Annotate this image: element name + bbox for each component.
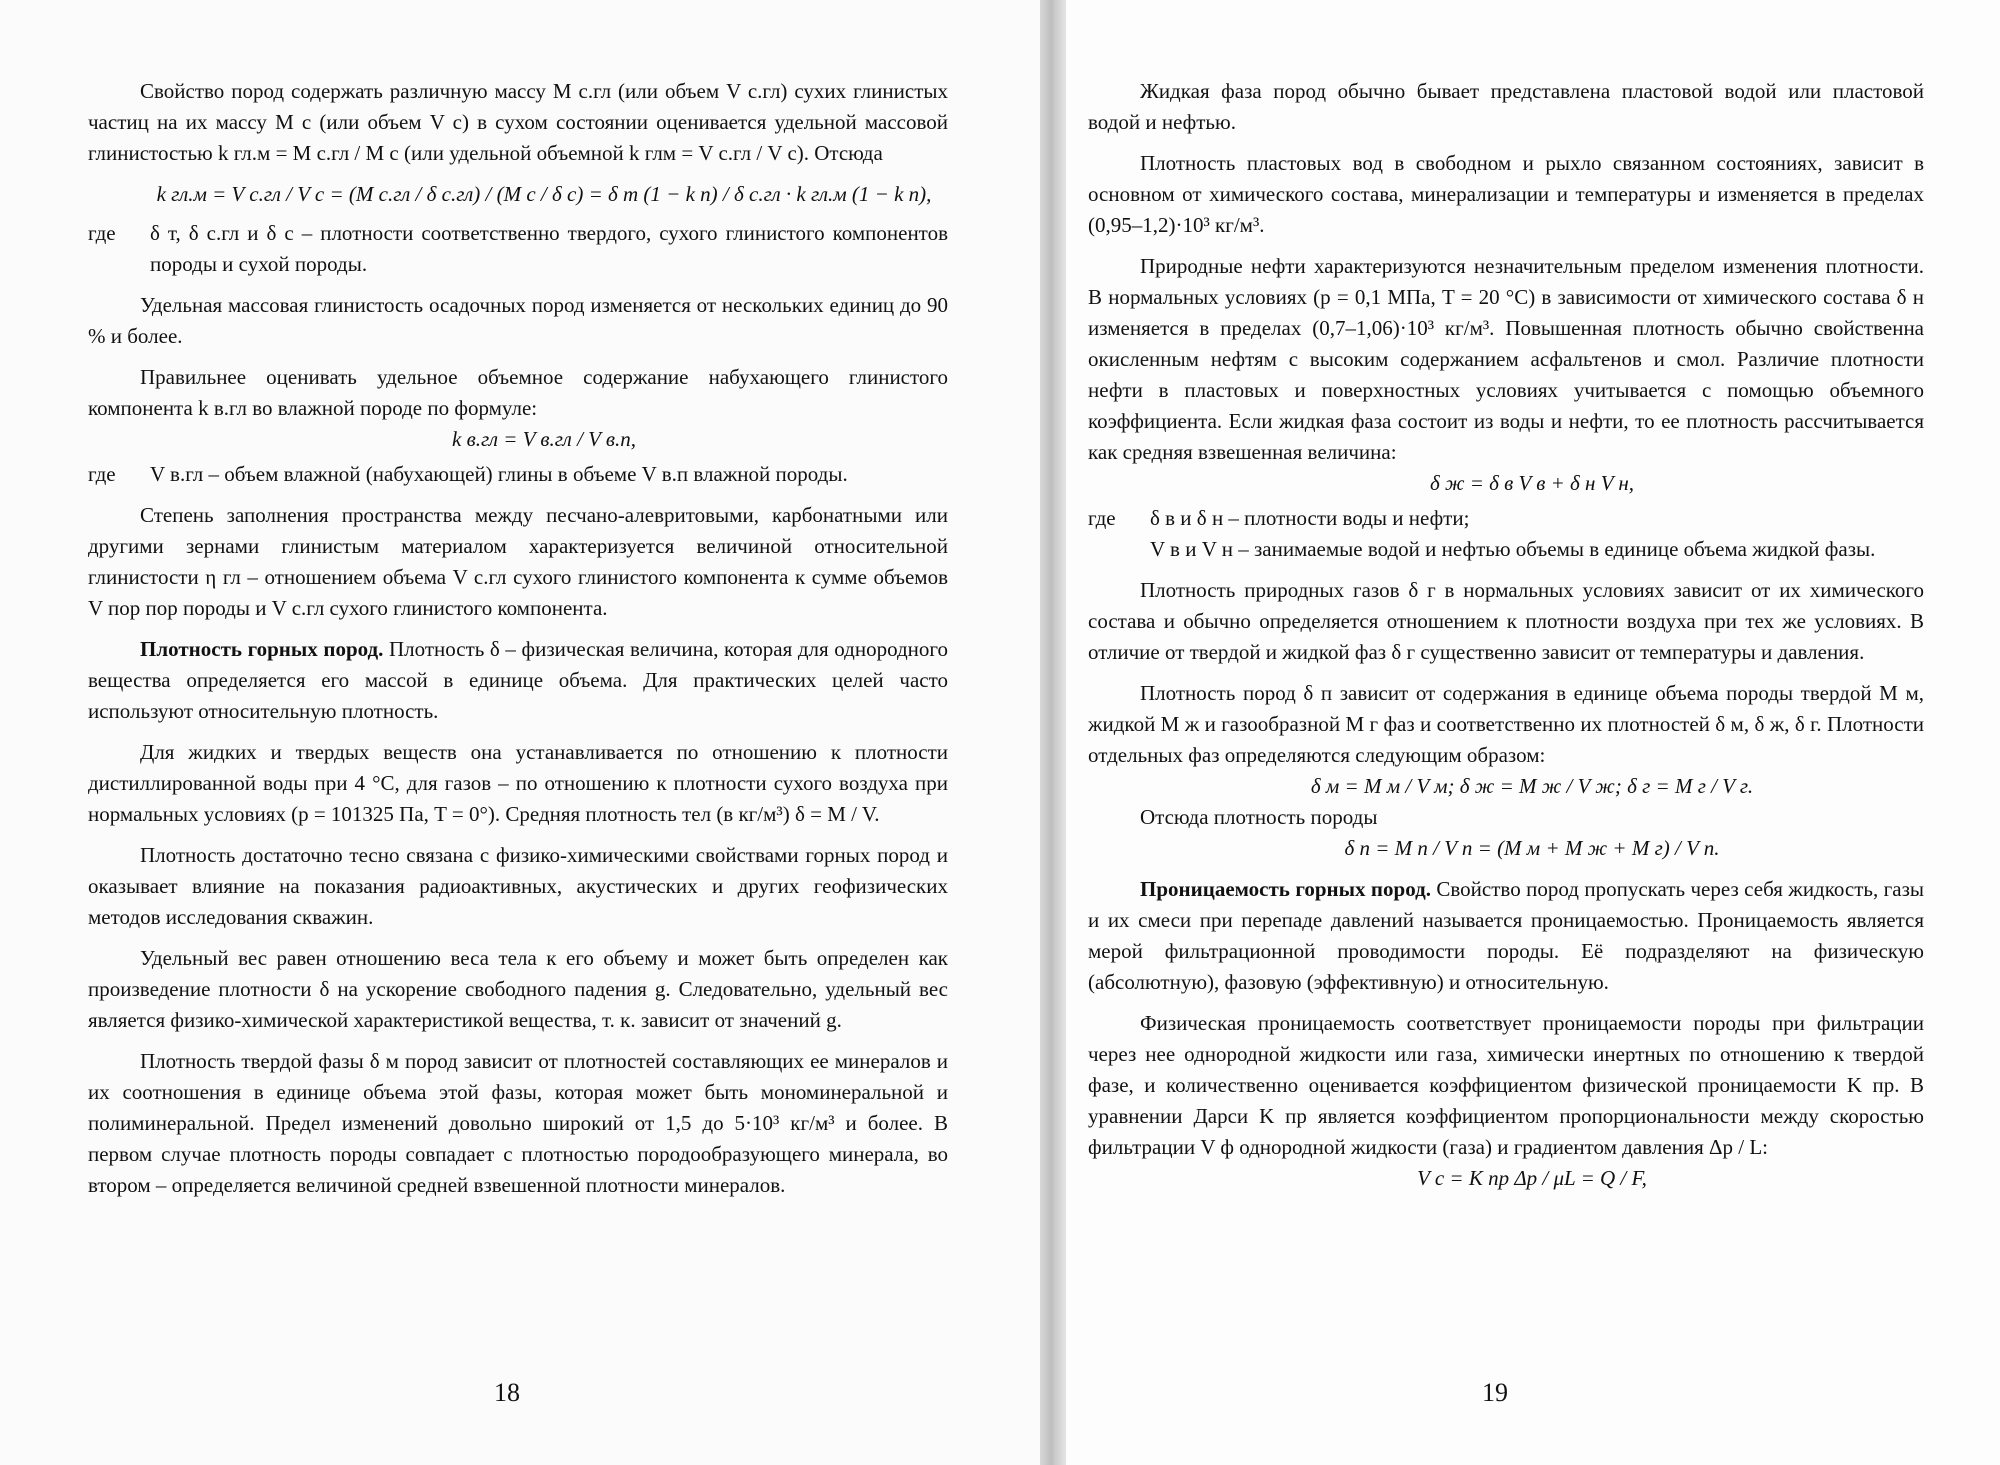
paragraph: Отсюда плотность породы: [1140, 805, 1378, 829]
where-label: где: [88, 221, 116, 245]
paragraph: Плотность природных газов δ г в нормальных условиях зависит от их химического состава и обычно определяется отношением к плотности воздуха при тех же условиях. В отличие от твердой и жидкой фаз δ г существенно зависит от температуры и давления.: [1088, 578, 1924, 664]
paragraph: Удельная массовая глинистость осадочных пород изменяется от нескольких единиц до 90 % и более.: [88, 293, 948, 348]
formula: k в.гл = V в.гл / V в.п,: [452, 427, 636, 451]
paragraph: Для жидких и твердых веществ она устанавливается по отношению к плотности дистиллированной воды при 4 °С, для газов – по отношению к плотности сухого воздуха при нормальных условиях (p = 101325 Па, T = 0°). Средняя плотность тел (в кг/м³) δ = M / V.: [88, 740, 948, 826]
section-heading: Проницаемость горных пород.: [1140, 877, 1431, 901]
formula: δ п = M п / V п = (M м + M ж + M г) / V п.: [1344, 836, 1720, 860]
where-text: δ т, δ с.гл и δ с – плотности соответственно твердого, сухого глинистого компонентов породы и сухой породы.: [150, 221, 948, 276]
book-gutter: [1040, 0, 1066, 1465]
paragraph: Физическая проницаемость соответствует проницаемости породы при фильтрации через нее однородной жидкости или газа, химически инертных по отношению к твердой фазе, и количественно оценивается коэффициентом физической проницаемости K пр. В уравнении Дарси K пр является коэффициентом пропорциональности между скоростью фильтрации V ф однородной жидкости (газа) и градиентом давления Δp / L:: [1088, 1011, 1924, 1159]
where-clause: [88, 459, 948, 490]
paragraph-text: Свойство пород пропускать через себя жидкость, газы и их смеси при перепаде давлений называется проницаемостью. Проницаемость является мерой фильтрационной проводимости породы. Её подразделяют на физическую (абсолютную), фазовую (эффективную) и относительную.: [1088, 877, 1924, 994]
where-line: δ в и δ н – плотности воды и нефти;: [1150, 506, 1470, 530]
section-heading: Плотность горных пород.: [140, 637, 384, 661]
page-number: 19: [1482, 1378, 1508, 1407]
paragraph: Плотность пластовых вод в свободном и рыхло связанном состояниях, зависит в основном от химического состава, минерализации и температуры и изменяется в пределах (0,95–1,2)·10³ кг/м³.: [1088, 151, 1924, 237]
where-label: где: [88, 462, 116, 486]
right-page: [1066, 0, 2000, 1465]
paragraph: Плотность пород δ п зависит от содержания в единице объема породы твердой M м, жидкой M ж и газообразной M г фаз и соответственно их плотностей δ м, δ ж, δ г. Плотности отдельных фаз определяются следующим образом:: [1088, 681, 1924, 767]
paragraph: Природные нефти характеризуются незначительным пределом изменения плотности. В нормальных условиях (p = 0,1 МПа, T = 20 °С) в зависимости от химического состава δ н изменяется в пределах (0,7–1,06)·10³ кг/м³. Повышенная плотность обычно свойственна окисленным нефтям с высоким содержанием асфальтенов и смол. Различие плотности нефти в пластовых и поверхностных условиях учитывается с помощью объемного коэффициента. Если жидкая фаза состоит из воды и нефти, то ее плотность рассчитывается как средняя взвешенная величина:: [1088, 254, 1924, 464]
where-text: V в.гл – объем влажной (набухающей) глины в объеме V в.п влажной породы.: [150, 462, 848, 486]
where-line: V в и V н – занимаемые водой и нефтью объемы в единице объема жидкой фазы.: [1150, 537, 1876, 561]
paragraph: [88, 634, 948, 727]
where-clause: [1088, 503, 1924, 565]
formula: k гл.м = V с.гл / V с = (M с.гл / δ с.гл) / (M с / δ с) = δ т (1 − k п) / δ с.гл · k гл.м (1 − k п),: [156, 182, 932, 206]
paragraph: [1088, 874, 1924, 998]
paragraph-text: Плотность δ – физическая величина, которая для однородного вещества определяется его массой в единице объема. Для практических целей часто используют относительную плотность.: [88, 637, 948, 723]
left-page-text: [88, 76, 948, 1211]
formula: δ м = M м / V м; δ ж = M ж / V ж; δ г = M г / V г.: [1310, 774, 1754, 798]
where-label: где: [1088, 506, 1116, 530]
where-text: [1150, 503, 1924, 565]
paragraph: Свойство пород содержать различную массу M с.гл (или объем V с.гл) сухих глинистых частиц на их массу M с (или объем V с) в сухом состоянии оценивается удельной массовой глинистостью k гл.м = M с.гл / M с (или удельной объемной k глм = V с.гл / V с). Отсюда: [88, 79, 948, 165]
paragraph: Удельный вес равен отношению веса тела к его объему и может быть определен как произведение плотности δ на ускорение свободного падения g. Следовательно, удельный вес является физико-химической характеристикой вещества, т. к. зависит от значений g.: [88, 946, 948, 1032]
page-number: 18: [494, 1378, 520, 1407]
paragraph: Степень заполнения пространства между песчано-алевритовыми, карбонатными или другими зернами глинистым материалом характеризуется величиной относительной глинистости η гл – отношением объема V с.гл сухого глинистого компонента к сумме объемов V пор пор породы и V с.гл сухого глинистого компонента.: [88, 503, 948, 620]
paragraph: Плотность достаточно тесно связана с физико-химическими свойствами горных пород и оказывает влияние на показания радиоактивных, акустических и других геофизических методов исследования скважин.: [88, 843, 948, 929]
formula: δ ж = δ в V в + δ н V н,: [1429, 471, 1635, 495]
paragraph: Жидкая фаза пород обычно бывает представлена пластовой водой или пластовой водой и нефтью.: [1088, 79, 1924, 134]
where-clause: [88, 218, 948, 280]
right-page-text: [1088, 76, 1924, 1194]
formula: V с = K пр Δp / μL = Q / F,: [1417, 1166, 1647, 1190]
paragraph: Правильнее оценивать удельное объемное содержание набухающего глинистого компонента k в.гл во влажной породе по формуле:: [88, 365, 948, 420]
paragraph: Плотность твердой фазы δ м пород зависит от плотностей составляющих ее минералов и их соотношения в единице объема этой фазы, которая может быть мономинеральной и полиминеральной. Предел изменений довольно широкий от 1,5 до 5·10³ кг/м³ и более. В первом случае плотность породы совпадает с плотностью породообразующего минерала, во втором – определяется величиной средней взвешенной плотности минералов.: [88, 1049, 948, 1197]
